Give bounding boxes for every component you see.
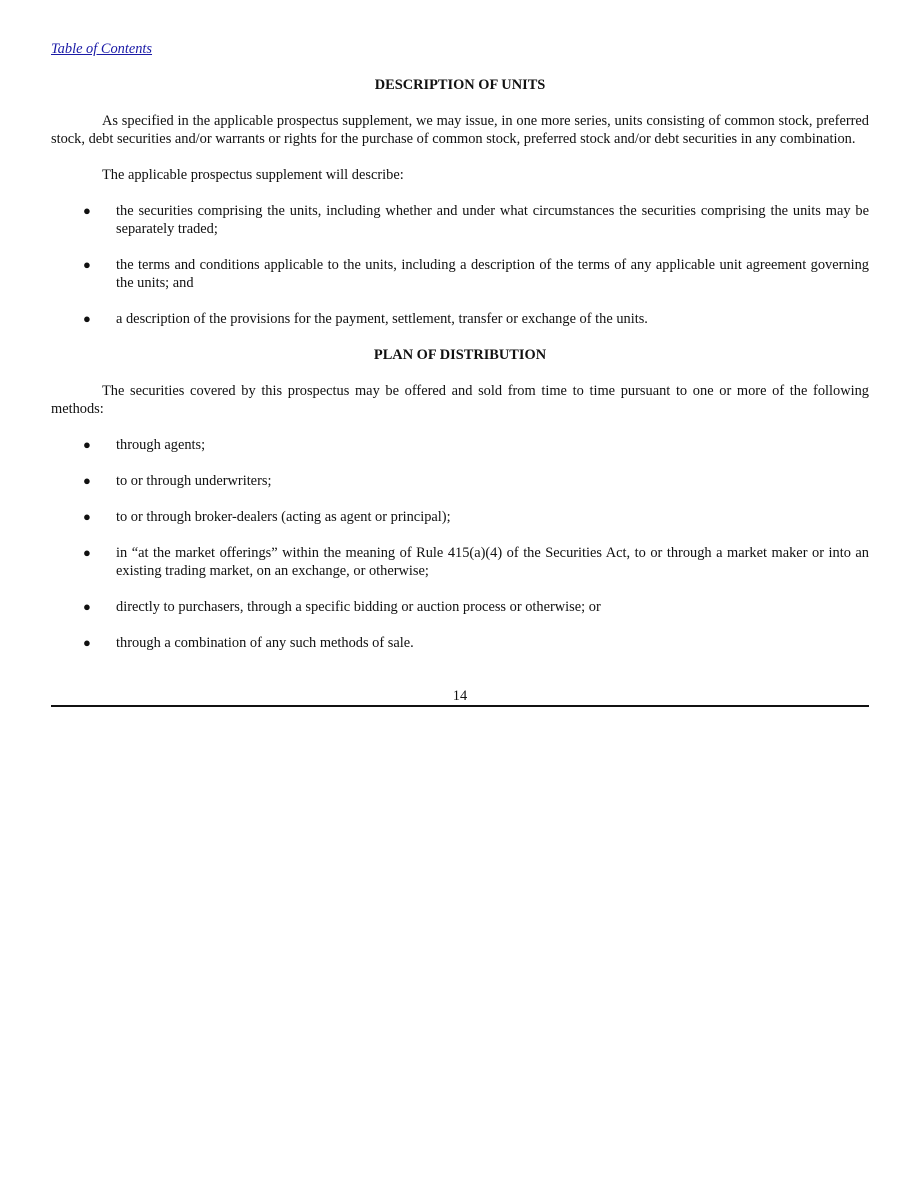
- bullet-icon: ●: [83, 509, 91, 524]
- list-item: [51, 472, 869, 490]
- list-item-text: the securities comprising the units, including whether and under what circumstances the securities comprising the units may be separately traded;: [116, 203, 869, 237]
- footer-divider: [51, 705, 869, 707]
- list-item-text: to or through broker-dealers (acting as agent or principal);: [116, 509, 451, 525]
- section-heading-units: DESCRIPTION OF UNITS: [374, 77, 546, 93]
- list-item: [51, 598, 869, 616]
- units-intro-paragraph: As specified in the applicable prospectus supplement, we may issue, in one more series, units consisting of common stock, preferred stock, debt securities and/or warrants or rights for the purchase of common stock, preferred stock and/or debt securities in any combination.: [51, 113, 869, 147]
- list-item-text: in “at the market offerings” within the meaning of Rule 415(a)(4) of the Securities Act, to or through a market maker or into an existing trading market, on an exchange, or otherwise;: [116, 545, 869, 579]
- list-item: [51, 508, 869, 526]
- bullet-icon: ●: [83, 437, 91, 452]
- list-item: [51, 310, 869, 328]
- bullet-icon: ●: [83, 599, 91, 614]
- list-item-text: a description of the provisions for the payment, settlement, transfer or exchange of the units.: [116, 311, 648, 327]
- bullet-icon: ●: [83, 203, 91, 218]
- list-item: [51, 436, 869, 454]
- bullet-icon: ●: [83, 545, 91, 560]
- section-heading-distribution: PLAN OF DISTRIBUTION: [373, 347, 547, 363]
- units-describe-paragraph: The applicable prospectus supplement will describe:: [102, 167, 404, 183]
- list-item: [51, 256, 869, 292]
- table-of-contents-link[interactable]: Table of Contents: [51, 41, 153, 57]
- list-item: [51, 634, 869, 652]
- bullet-icon: ●: [83, 473, 91, 488]
- document-page: [51, 40, 869, 707]
- list-item: [51, 544, 869, 580]
- list-item-text: the terms and conditions applicable to the units, including a description of the terms of any applicable unit agreement governing the units; and: [116, 257, 869, 291]
- list-item-text: to or through underwriters;: [116, 473, 272, 489]
- units-bullet-list: [51, 202, 869, 328]
- distribution-intro-paragraph: The securities covered by this prospectus may be offered and sold from time to time pursuant to one or more of the following methods:: [51, 383, 869, 417]
- list-item-text: directly to purchasers, through a specific bidding or auction process or otherwise; or: [116, 599, 601, 615]
- bullet-icon: ●: [83, 635, 91, 650]
- bullet-icon: ●: [83, 311, 91, 326]
- list-item: [51, 202, 869, 238]
- list-item-text: through agents;: [116, 437, 206, 453]
- distribution-bullet-list: [51, 436, 869, 652]
- bullet-icon: ●: [83, 257, 91, 272]
- page-number: 14: [452, 688, 468, 704]
- list-item-text: through a combination of any such methods of sale.: [116, 635, 414, 651]
